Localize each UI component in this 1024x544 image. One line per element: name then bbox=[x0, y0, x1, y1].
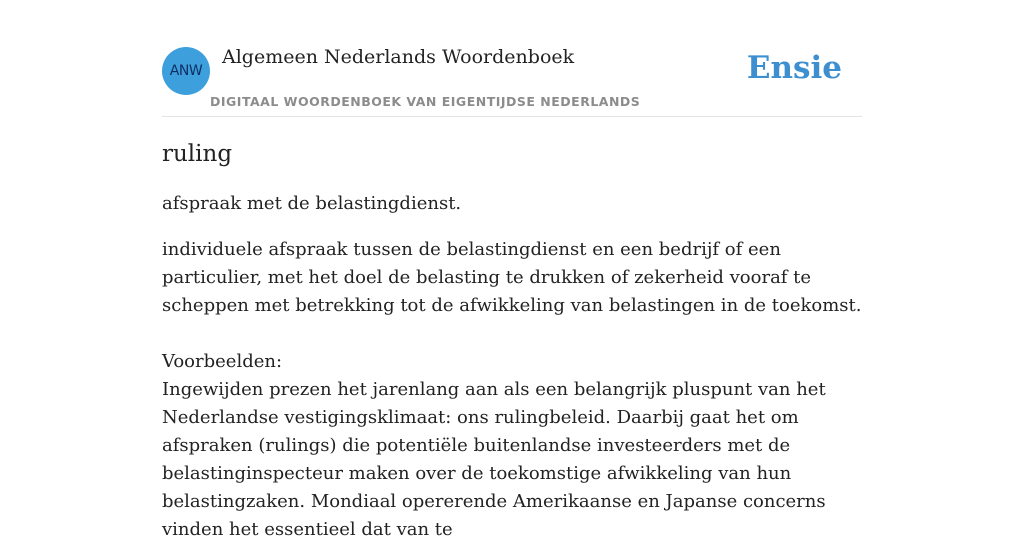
short-definition: afspraak met de belastingdienst. bbox=[162, 193, 462, 214]
full-definition: individuele afspraak tussen de belastingdienst en een bedrijf of een particulier, met het doel de belasting te drukken of zekerheid vooraf te scheppen met betrekking tot de afwikkeling van belastingen in de toekomst. bbox=[162, 239, 862, 316]
site-title[interactable]: Algemeen Nederlands Woordenboek bbox=[222, 46, 575, 68]
entry-headword: ruling bbox=[162, 141, 233, 167]
ensie-brand-logo[interactable]: Ensie bbox=[746, 50, 842, 86]
anw-logo[interactable]: ANW bbox=[162, 47, 210, 95]
entry-content bbox=[162, 138, 862, 544]
example-text: Ingewijden prezen het jarenlang aan als een belangrijk pluspunt van het Nederlandse vestigingsklimaat: ons rulingbeleid. Daarbij gaat het om afspraken (rulings) die potentiële buitenlandse investeerders met de belastinginspecteur maken over de toekomstige afwikkeling van hun belastingzaken. Mondiaal opererende Amerikaanse en Japanse concerns vinden het essentieel dat van te bbox=[162, 379, 826, 540]
site-subtitle: DIGITAAL WOORDENBOEK VAN EIGENTIJDSE NEDERLANDS bbox=[210, 94, 641, 109]
site-header bbox=[162, 40, 862, 117]
examples-label: Voorbeelden: bbox=[162, 351, 283, 372]
